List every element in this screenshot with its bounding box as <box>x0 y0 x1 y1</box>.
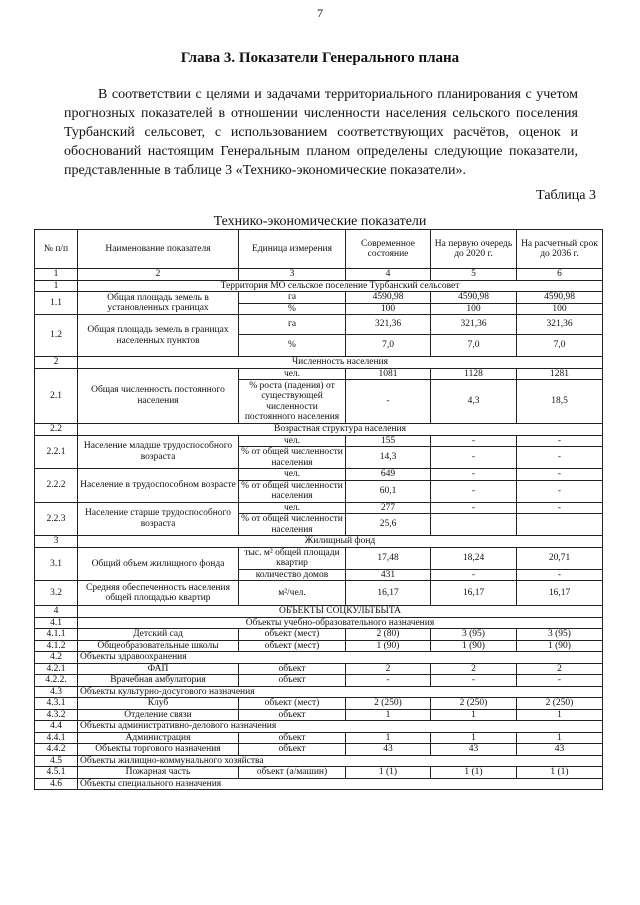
row-name: Объекты торгового назначения <box>78 744 239 756</box>
row-num: 2.2.1 <box>35 435 78 469</box>
row-num: 2.1 <box>35 368 78 424</box>
row-term: 321,36 <box>517 315 603 335</box>
row-term: 1 <box>517 709 603 721</box>
table-row <box>35 709 603 721</box>
table-row <box>35 675 603 687</box>
row-num: 4.5 <box>35 755 78 767</box>
row-term: - <box>517 480 603 502</box>
section-title: Объекты административно-делового назначения <box>78 721 603 733</box>
section-row <box>35 606 603 618</box>
row-name: Средняя обеспеченность населения общей площадью квартир <box>78 581 239 606</box>
row-num: 4.6 <box>35 778 78 790</box>
row-unit: объект (мест) <box>239 698 346 710</box>
header-num: № п/п <box>35 230 78 269</box>
column-number: 5 <box>431 269 517 281</box>
row-current: 1 (90) <box>346 640 431 652</box>
row-num: 4.2 <box>35 652 78 664</box>
table-row <box>35 629 603 641</box>
row-first-stage: 1 <box>431 709 517 721</box>
row-num: 4.3.1 <box>35 698 78 710</box>
section-title: Возрастная структура населения <box>78 424 603 436</box>
row-term: 2 <box>517 663 603 675</box>
table-caption: Технико-экономические показатели <box>213 214 427 229</box>
row-num: 3.1 <box>35 547 78 581</box>
row-term: - <box>517 675 603 687</box>
table-row <box>35 435 603 447</box>
table-row <box>35 502 603 514</box>
column-number-row <box>35 269 603 281</box>
section-title: Объекты жилищно-коммунального хозяйства <box>78 755 603 767</box>
row-first-stage: 1 (1) <box>431 767 517 779</box>
row-name: Общая площадь земель в границах населенных пунктов <box>78 315 239 357</box>
row-name: Общеобразовательные школы <box>78 640 239 652</box>
row-current: 1 <box>346 709 431 721</box>
row-unit: объект <box>239 709 346 721</box>
row-unit: га <box>239 315 346 335</box>
header-current: Современное состояние <box>346 230 431 269</box>
table-row <box>35 368 603 380</box>
row-current: 1081 <box>346 368 431 380</box>
row-term: 4590,98 <box>517 292 603 304</box>
column-number: 4 <box>346 269 431 281</box>
section-title: Территория МО сельское поселение Турбанский сельсовет <box>78 280 603 292</box>
row-current: 431 <box>346 569 431 581</box>
row-current: 100 <box>346 303 431 315</box>
section-row <box>35 652 603 664</box>
column-number: 6 <box>517 269 603 281</box>
table-row <box>35 315 603 335</box>
row-term: 1 <box>517 732 603 744</box>
table-row <box>35 767 603 779</box>
row-num: 1.2 <box>35 315 78 357</box>
chapter-title: Глава 3. Показатели Генерального плана <box>180 50 460 66</box>
row-current: 16,17 <box>346 581 431 606</box>
row-first-stage: 3 (95) <box>431 629 517 641</box>
row-term: 100 <box>517 303 603 315</box>
row-name: Администрация <box>78 732 239 744</box>
row-unit: объект <box>239 744 346 756</box>
table-row <box>35 744 603 756</box>
table-row <box>35 581 603 606</box>
column-number: 1 <box>35 269 78 281</box>
table-row <box>35 547 603 569</box>
row-current: 4590,98 <box>346 292 431 304</box>
row-name: ФАП <box>78 663 239 675</box>
row-name: Общая площадь земель в установленных границах <box>78 292 239 315</box>
row-term: 2 (250) <box>517 698 603 710</box>
row-num: 4.3.2 <box>35 709 78 721</box>
row-current: 7,0 <box>346 335 431 357</box>
row-current: 1 (1) <box>346 767 431 779</box>
row-name: Общая численность постоянного населения <box>78 368 239 424</box>
row-num: 4.4.2 <box>35 744 78 756</box>
table-row <box>35 640 603 652</box>
row-first-stage: 43 <box>431 744 517 756</box>
section-row <box>35 536 603 548</box>
row-unit: чел. <box>239 435 346 447</box>
section-title: Объекты учебно-образовательного назначения <box>78 617 603 629</box>
row-term: - <box>517 469 603 481</box>
row-unit: чел. <box>239 368 346 380</box>
table-header-row <box>35 230 603 269</box>
section-title: Объекты специального назначения <box>78 778 603 790</box>
row-current: 43 <box>346 744 431 756</box>
header-first-stage: На первую очередь до 2020 г. <box>431 230 517 269</box>
row-term: 1 (1) <box>517 767 603 779</box>
row-unit: объект (мест) <box>239 629 346 641</box>
row-num: 2 <box>35 357 78 369</box>
row-current: - <box>346 380 431 424</box>
section-title: Численность населения <box>78 357 603 369</box>
row-num: 3 <box>35 536 78 548</box>
row-num: 2.2.3 <box>35 502 78 536</box>
row-unit: тыс. м² общей площади квартир <box>239 547 346 569</box>
row-first-stage: 4,3 <box>431 380 517 424</box>
row-num: 1.1 <box>35 292 78 315</box>
row-first-stage: 4590,98 <box>431 292 517 304</box>
header-name: Наименование показателя <box>78 230 239 269</box>
row-unit: объект (мест) <box>239 640 346 652</box>
row-name: Население в трудоспособном возрасте <box>78 469 239 503</box>
row-num: 1 <box>35 280 78 292</box>
row-first-stage: - <box>431 569 517 581</box>
row-term: 20,71 <box>517 547 603 569</box>
row-first-stage: 1 <box>431 732 517 744</box>
row-unit: объект <box>239 732 346 744</box>
table-row <box>35 732 603 744</box>
section-row <box>35 357 603 369</box>
indicators-table <box>34 229 603 790</box>
row-term: - <box>517 569 603 581</box>
section-row <box>35 721 603 733</box>
row-current: 2 <box>346 663 431 675</box>
column-number: 3 <box>239 269 346 281</box>
row-first-stage: 16,17 <box>431 581 517 606</box>
section-row <box>35 755 603 767</box>
row-unit: объект <box>239 675 346 687</box>
header-unit: Единица измерения <box>239 230 346 269</box>
row-term: 1 (90) <box>517 640 603 652</box>
row-first-stage: 1 (90) <box>431 640 517 652</box>
row-name: Отделение связи <box>78 709 239 721</box>
row-term: 18,5 <box>517 380 603 424</box>
row-name: Детский сад <box>78 629 239 641</box>
row-current: 17,48 <box>346 547 431 569</box>
row-unit: % от общей численности населения <box>239 447 346 469</box>
row-first-stage: - <box>431 480 517 502</box>
row-num: 2.2.2 <box>35 469 78 503</box>
column-number: 2 <box>78 269 239 281</box>
table-row <box>35 469 603 481</box>
row-term: 16,17 <box>517 581 603 606</box>
row-current: - <box>346 675 431 687</box>
row-name: Пожарная часть <box>78 767 239 779</box>
row-current: 321,36 <box>346 315 431 335</box>
section-row <box>35 778 603 790</box>
row-unit: % <box>239 303 346 315</box>
row-unit: объект <box>239 663 346 675</box>
row-unit: объект (а/машин) <box>239 767 346 779</box>
section-row <box>35 686 603 698</box>
row-first-stage: 2 (250) <box>431 698 517 710</box>
row-name: Население младше трудоспособного возраста <box>78 435 239 469</box>
row-first-stage: - <box>431 502 517 514</box>
row-first-stage: - <box>431 469 517 481</box>
row-num: 4 <box>35 606 78 618</box>
row-current: 14,3 <box>346 447 431 469</box>
row-current: 155 <box>346 435 431 447</box>
row-num: 4.2.2. <box>35 675 78 687</box>
row-unit: количество домов <box>239 569 346 581</box>
row-unit: чел. <box>239 502 346 514</box>
row-unit: % от общей численности населения <box>239 514 346 536</box>
row-current: 1 <box>346 732 431 744</box>
row-unit: м²/чел. <box>239 581 346 606</box>
page-number: 7 <box>317 6 323 20</box>
row-term: 43 <box>517 744 603 756</box>
header-term: На расчетный срок до 2036 г. <box>517 230 603 269</box>
section-row <box>35 424 603 436</box>
row-current: 649 <box>346 469 431 481</box>
row-current: 2 (80) <box>346 629 431 641</box>
row-term: 3 (95) <box>517 629 603 641</box>
section-row <box>35 617 603 629</box>
section-row <box>35 280 603 292</box>
row-term: 7,0 <box>517 335 603 357</box>
row-term: - <box>517 435 603 447</box>
row-name: Врачебная амбулатория <box>78 675 239 687</box>
section-title: Объекты культурно-досугового назначения <box>78 686 603 698</box>
row-unit: га <box>239 292 346 304</box>
row-num: 4.3 <box>35 686 78 698</box>
table-row <box>35 698 603 710</box>
row-num: 4.5.1 <box>35 767 78 779</box>
section-title: Объекты здравоохранения <box>78 652 603 664</box>
row-first-stage: 2 <box>431 663 517 675</box>
row-name: Общий объем жилищного фонда <box>78 547 239 581</box>
row-first-stage: 100 <box>431 303 517 315</box>
row-name: Население старше трудоспособного возраста <box>78 502 239 536</box>
row-num: 4.2.1 <box>35 663 78 675</box>
row-name: Клуб <box>78 698 239 710</box>
row-first-stage: 1128 <box>431 368 517 380</box>
row-unit: % от общей численности населения <box>239 480 346 502</box>
row-num: 4.1.2 <box>35 640 78 652</box>
section-title: Жилищный фонд <box>78 536 603 548</box>
row-first-stage: 321,36 <box>431 315 517 335</box>
row-num: 3.2 <box>35 581 78 606</box>
row-first-stage: - <box>431 675 517 687</box>
row-unit: чел. <box>239 469 346 481</box>
row-unit: % роста (падения) от существующей численности постоянного населения <box>239 380 346 424</box>
row-current: 60,1 <box>346 480 431 502</box>
intro-paragraph: В соответствии с целями и задачами территориального планирования с учетом прогнозных показателей в отношении численности населения сельского поселения Турбанский сельсовет, с использованием соответствующих расчётов, оценок и обоснований настоящим Генеральным планом определены следующие показатели, представленные в таблице 3 «Технико-экономические показатели». <box>64 87 578 178</box>
row-current: 25,6 <box>346 514 431 536</box>
row-num: 4.1.1 <box>35 629 78 641</box>
row-unit: % <box>239 335 346 357</box>
table-row <box>35 292 603 304</box>
section-title: ОБЪЕКТЫ СОЦКУЛЬТБЫТА <box>78 606 603 618</box>
row-term: 1281 <box>517 368 603 380</box>
row-first-stage <box>431 514 517 536</box>
row-num: 4.1 <box>35 617 78 629</box>
row-num: 4.4 <box>35 721 78 733</box>
table-label: Таблица 3 <box>536 188 596 203</box>
row-first-stage: 18,24 <box>431 547 517 569</box>
row-num: 2.2 <box>35 424 78 436</box>
row-current: 2 (250) <box>346 698 431 710</box>
row-num: 4.4.1 <box>35 732 78 744</box>
table-row <box>35 663 603 675</box>
row-first-stage: - <box>431 435 517 447</box>
row-term <box>517 514 603 536</box>
row-term: - <box>517 502 603 514</box>
row-current: 277 <box>346 502 431 514</box>
row-term: - <box>517 447 603 469</box>
row-first-stage: - <box>431 447 517 469</box>
row-first-stage: 7,0 <box>431 335 517 357</box>
